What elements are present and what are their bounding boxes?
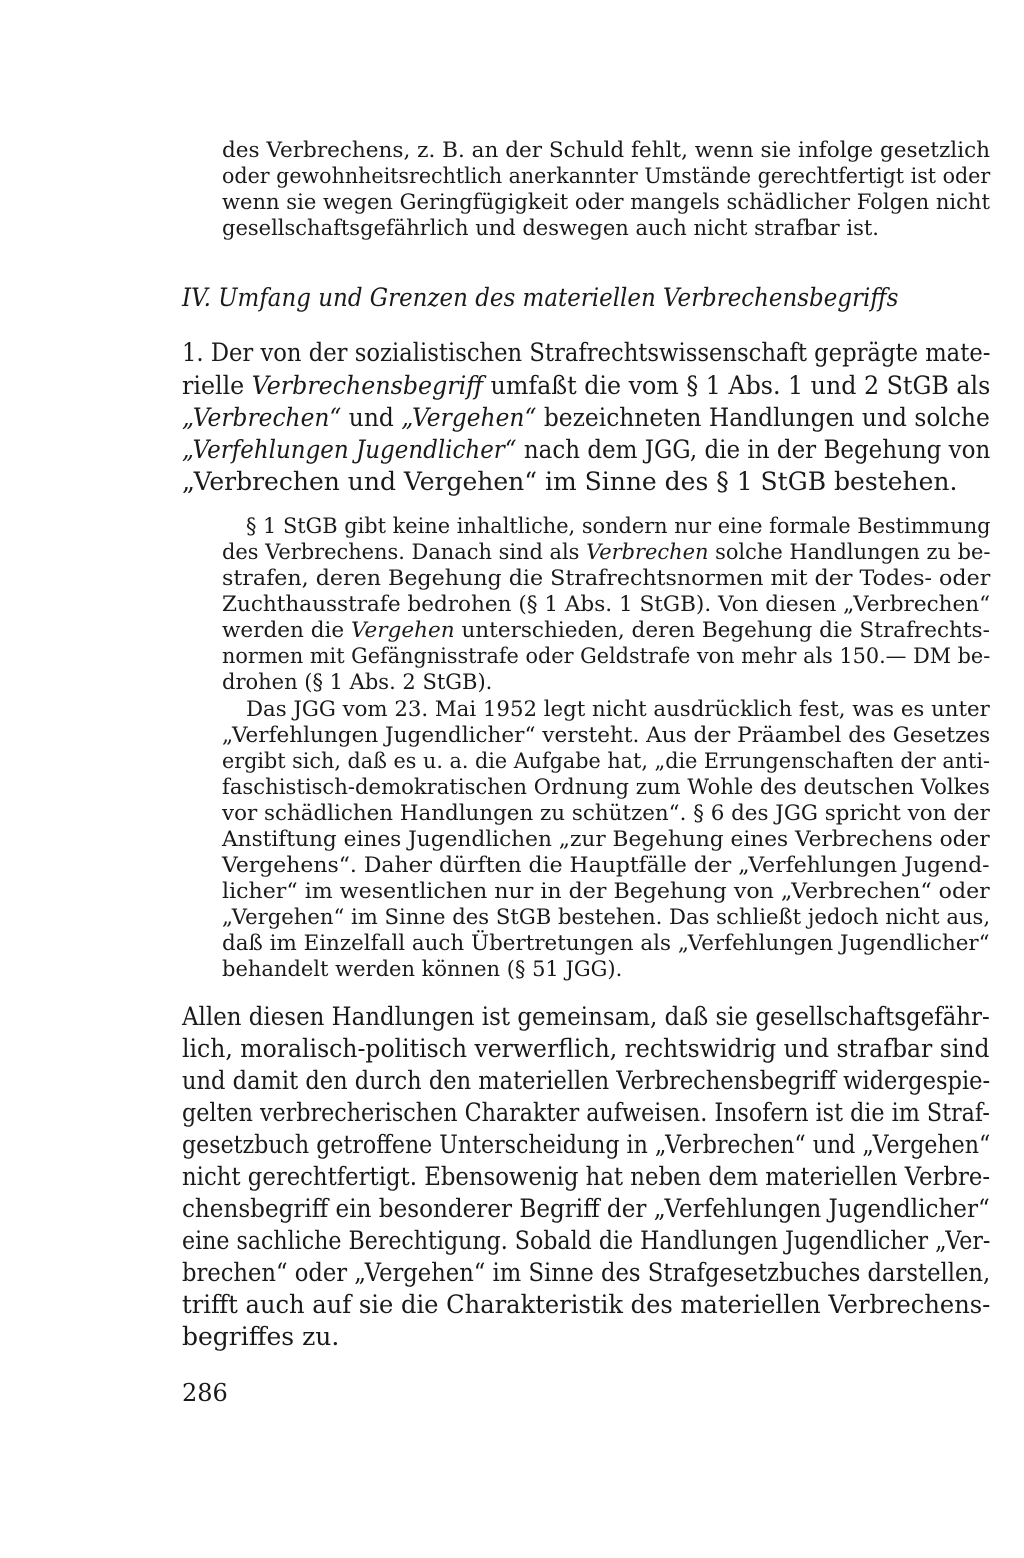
text-line: oder gewohnheitsrechtlich anerkannter Umstände gerechtfertigt ist oder (222, 164, 991, 188)
text-line (222, 542, 990, 563)
text-run: rielle (182, 371, 252, 400)
text-run: bezeichneten Handlungen und solche (536, 403, 990, 432)
text-line (182, 437, 990, 462)
text-run: werden die (222, 618, 351, 642)
text-line: chensbegriff ein besonderer Begriff der „Verfehlungen Jugendlicher“ (182, 1194, 990, 1223)
section-heading: IV. Umfang und Grenzen des materiellen Verbrechensbegriffs (182, 283, 899, 312)
page-number: 286 (182, 1379, 228, 1407)
text-line: eine sachliche Berechtigung. Sobald die Handlungen Jugendlicher „Ver- (182, 1226, 991, 1255)
emphasis-text: Vergehen (350, 618, 455, 642)
text-line: Das JGG vom 23. Mai 1952 legt nicht ausdrücklich fest, was es unter (246, 697, 990, 721)
text-line: nicht gerechtfertigt. Ebensowenig hat neben dem materiellen Verbre- (182, 1162, 991, 1191)
text-line: trifft auch auf sie die Charakteristik des materiellen Verbrechens- (182, 1290, 991, 1319)
emphasis-text: „Verfehlungen Jugendlicher“ (182, 435, 517, 464)
text-line: faschistisch-demokratischen Ordnung zum Wohle des deutschen Volkes (222, 775, 990, 799)
text-line: lich, moralisch-politisch verwerflich, rechtswidrig und strafbar sind (182, 1034, 990, 1063)
emphasis-text: „Verbrechen“ (182, 403, 342, 432)
text-line: Vergehens“. Daher dürften die Hauptfälle der „Verfehlungen Jugend- (222, 853, 990, 877)
text-line: daß im Einzelfall auch Übertretungen als „Verfehlungen Jugendlicher“ (222, 931, 990, 955)
text-line: des Verbrechens, z. B. an der Schuld fehlt, wenn sie infolge gesetzlich (222, 138, 991, 162)
text-line: Zuchthausstrafe bedrohen (§ 1 Abs. 1 StGB). Von diesen „Verbrechen“ (222, 592, 991, 616)
text-line (182, 373, 990, 398)
text-run: des Verbrechens. Danach sind als (222, 540, 587, 564)
text-line: behandelt werden können (§ 51 JGG). (222, 957, 623, 981)
text-line: gelten verbrecherischen Charakter aufweisen. Insofern ist die im Straf- (182, 1098, 990, 1127)
text-line: gesetzbuch getroffene Unterscheidung in „Verbrechen“ und „Vergehen“ (182, 1130, 991, 1159)
text-line (182, 405, 990, 430)
text-line: Anstiftung eines Jugendlichen „zur Begehung eines Verbrechens oder (222, 827, 990, 851)
text-line: „Verbrechen und Vergehen“ im Sinne des § 1 StGB bestehen. (182, 467, 958, 496)
text-run: und (341, 403, 402, 432)
text-line: vor schädlichen Handlungen zu schützen“. § 6 des JGG spricht von der (222, 801, 990, 825)
text-run: solche Handlungen zu be- (708, 540, 991, 564)
text-line: und damit den durch den materiellen Verbrechensbegriff widergespie- (182, 1066, 991, 1095)
text-line (222, 620, 990, 641)
text-line: gesellschaftsgefährlich und deswegen auch nicht strafbar ist. (222, 216, 879, 240)
text-line: 1. Der von der sozialistischen Strafrechtswissenschaft geprägte mate- (182, 338, 991, 367)
emphasis-text: Verbrechensbegriff (251, 371, 484, 400)
text-line: ergibt sich, daß es u. a. die Aufgabe hat, „die Errungenschaften der anti- (222, 749, 990, 773)
text-run: unterschieden, deren Begehung die Strafrechts- (454, 618, 990, 642)
text-line: „Verfehlungen Jugendlicher“ versteht. Aus der Präambel des Gesetzes (222, 723, 991, 747)
text-line: begriffes zu. (182, 1322, 340, 1351)
text-line: wenn sie wegen Geringfügigkeit oder mangels schädlicher Folgen nicht (222, 190, 990, 214)
emphasis-text: „Vergehen“ (401, 403, 537, 432)
text-line: drohen (§ 1 Abs. 2 StGB). (222, 670, 493, 694)
text-line: „Vergehen“ im Sinne des StGB bestehen. Das schließt jedoch nicht aus, (222, 905, 991, 929)
text-run: umfaßt die vom § 1 Abs. 1 und 2 StGB als (483, 371, 991, 400)
text-line: § 1 StGB gibt keine inhaltliche, sondern nur eine formale Bestimmung (246, 514, 991, 538)
text-line: Allen diesen Handlungen ist gemeinsam, daß sie gesellschaftsgefähr- (182, 1002, 990, 1031)
text-line: normen mit Gefängnisstrafe oder Geldstrafe von mehr als 150.— DM be- (222, 644, 991, 668)
text-run: nach dem JGG, die in der Begehung von (516, 435, 991, 464)
text-line: strafen, deren Begehung die Strafrechtsnormen mit der Todes- oder (222, 566, 991, 590)
text-line: licher“ im wesentlichen nur in der Begehung von „Verbrechen“ oder (222, 879, 990, 903)
emphasis-text: Verbrechen (586, 540, 709, 564)
text-line: brechen“ oder „Vergehen“ im Sinne des Strafgesetzbuches darstellen, (182, 1258, 991, 1287)
